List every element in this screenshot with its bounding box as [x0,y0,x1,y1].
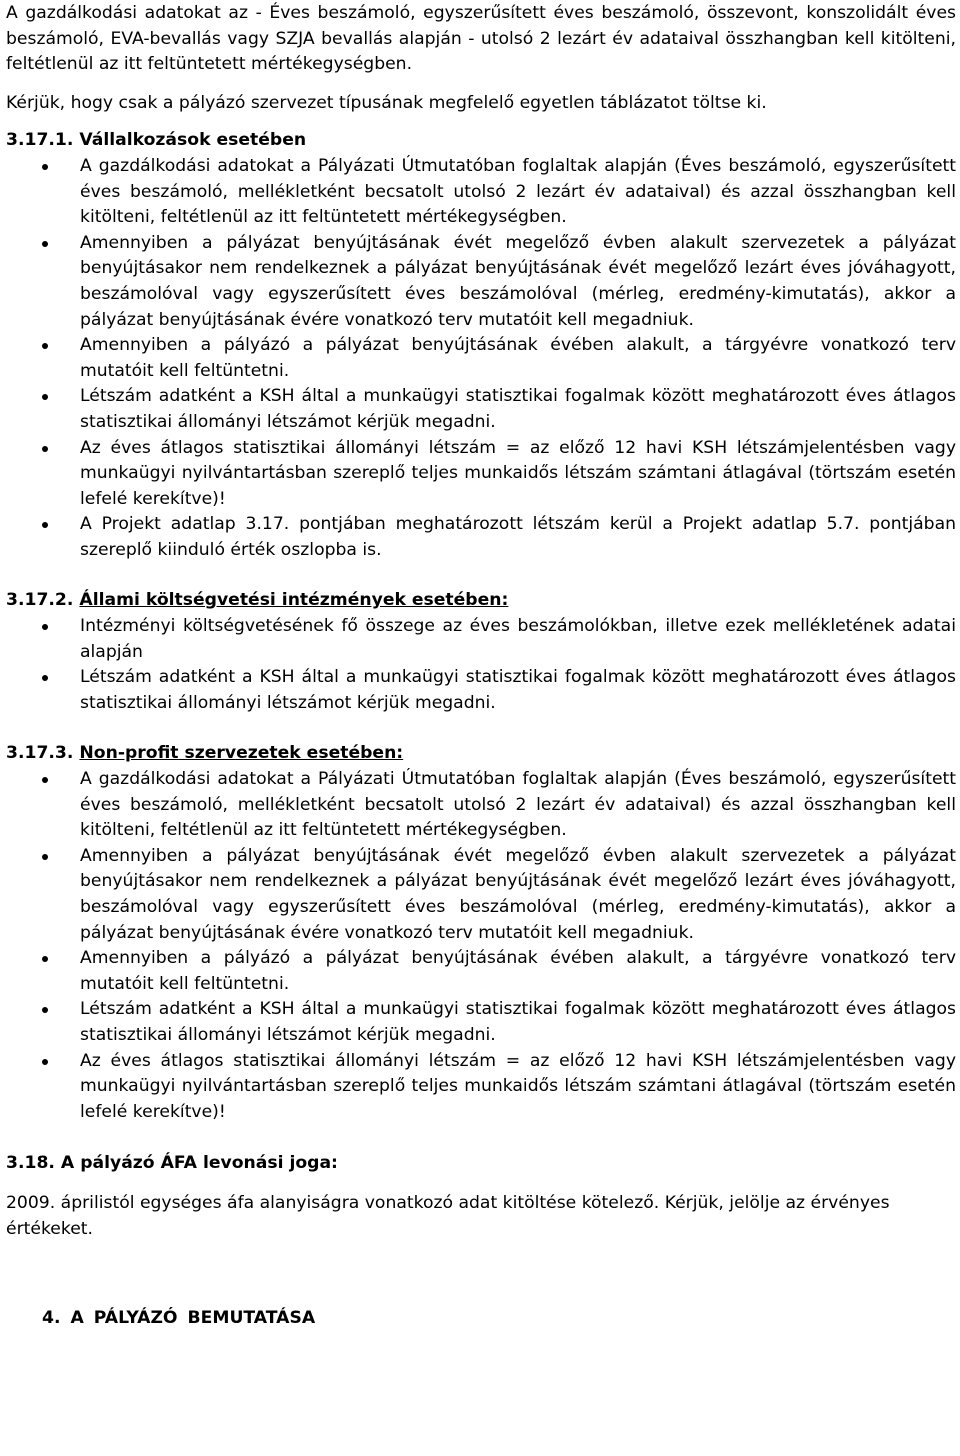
list-item: Az éves átlagos statisztikai állományi létszám = az előző 12 havi KSH létszámjelentésben vagy munkaügyi nyilvántartásban szereplő teljes munkaidős létszám számtani átlagával (törtszám esetén lefelé kerekítve)! [6,436,956,513]
bullet-list-allami [6,614,956,716]
section-heading-3-17-2 [6,588,956,614]
bullet-list-vallalkozasok [6,154,956,564]
section-title: Állami költségvetési intézmények esetében: [79,590,509,611]
list-item: Az éves átlagos statisztikai állományi létszám = az előző 12 havi KSH létszámjelentésben vagy munkaügyi nyilvántartásban szereplő teljes munkaidős létszám számtani átlagával (törtszám esetén lefelé kerekítve)! [6,1049,956,1126]
bullet-icon [42,1007,48,1013]
bullet-icon [42,854,48,860]
bullet-icon [42,624,48,630]
afa-paragraph: 2009. áprilistól egységes áfa alanyiságra vonatkozó adat kitöltése kötelező. Kérjük, jelölje az érvényes értékeket. [6,1192,890,1239]
section-heading-3-17-1 [6,128,956,154]
bullet-icon [42,1059,48,1065]
list-item: Létszám adatként a KSH által a munkaügyi statisztikai fogalmak között meghatározott éves átlagos statisztikai állományi létszámot kérjük megadni. [6,384,956,435]
intro-paragraph: A gazdálkodási adatokat az - Éves beszámoló, egyszerűsített éves beszámoló, összevont, konszolidált éves beszámoló, EVA-bevallás vagy SZJA bevallás alapján - utolsó 2 lezárt év adataival összhangban kell kitölteni, feltétlenül az itt feltüntetett mértékegységben. [6,3,956,75]
section-heading-3-17-3 [6,741,956,767]
list-item: A Projekt adatlap 3.17. pontjában meghatározott létszám kerül a Projekt adatlap 5.7. pontjában szereplő kiinduló érték oszlopba is. [6,512,956,563]
bullet-icon [42,241,48,247]
bullet-icon [42,675,48,681]
section-heading-3-18: 3.18. A pályázó ÁFA levonási joga: [6,1153,338,1174]
section-number: 3.17.2. [6,590,74,611]
section-title: Non-profit szervezetek esetében: [79,743,404,764]
intro-instruction: Kérjük, hogy csak a pályázó szervezet típusának megfelelő egyetlen táblázatot töltse ki. [6,92,767,113]
list-item: A gazdálkodási adatokat a Pályázati Útmutatóban foglaltak alapján (Éves beszámoló, egyszerűsített éves beszámoló, mellékletként becsatolt utolsó 2 lezárt év adataival) és azzal összhangban kell kitölteni, feltétlenül az itt feltüntetett mértékegységben. [6,154,956,231]
bullet-list-nonprofit [6,767,956,1125]
section-title: Vállalkozások esetében [79,130,307,151]
bullet-icon [42,394,48,400]
bullet-icon [42,446,48,452]
chapter-heading-4: 4. A PÁLYÁZÓ BEMUTATÁSA [42,1308,316,1329]
list-item: Intézményi költségvetésének fő összege az éves beszámolókban, illetve ezek mellékletének adatai alapján [6,614,956,665]
bullet-icon [42,164,48,170]
bullet-icon [42,343,48,349]
list-item: Amennyiben a pályázó a pályázat benyújtásának évében alakult, a tárgyévre vonatkozó terv mutatóit kell feltüntetni. [6,946,956,997]
section-number: 3.17.3. [6,743,74,764]
section-number: 3.17.1. [6,130,74,151]
list-item: Létszám adatként a KSH által a munkaügyi statisztikai fogalmak között meghatározott éves átlagos statisztikai állományi létszámot kérjük megadni. [6,665,956,716]
list-item: Létszám adatként a KSH által a munkaügyi statisztikai fogalmak között meghatározott éves átlagos statisztikai állományi létszámot kérjük megadni. [6,997,956,1048]
list-item: Amennyiben a pályázat benyújtásának évét megelőző évben alakult szervezetek a pályázat benyújtásakor nem rendelkeznek a pályázat benyújtásának évét megelőző lezárt éves jóváhagyott, beszámolóval vagy egyszerűsített éves beszámolóval (mérleg, eredmény-kimutatás), akkor a pályázat benyújtásának évére vonatkozó terv mutatóit kell megadniuk. [6,231,956,333]
bullet-icon [42,777,48,783]
bullet-icon [42,522,48,528]
bullet-icon [42,956,48,962]
list-item: Amennyiben a pályázat benyújtásának évét megelőző évben alakult szervezetek a pályázat benyújtásakor nem rendelkeznek a pályázat benyújtásának évét megelőző lezárt éves jóváhagyott, beszámolóval vagy egyszerűsített éves beszámolóval (mérleg, eredmény-kimutatás), akkor a pályázat benyújtásának évére vonatkozó terv mutatóit kell megadniuk. [6,844,956,946]
list-item: Amennyiben a pályázó a pályázat benyújtásának évében alakult, a tárgyévre vonatkozó terv mutatóit kell feltüntetni. [6,333,956,384]
list-item: A gazdálkodási adatokat a Pályázati Útmutatóban foglaltak alapján (Éves beszámoló, egyszerűsített éves beszámoló, mellékletként becsatolt utolsó 2 lezárt év adataival) és azzal összhangban kell kitölteni, feltétlenül az itt feltüntetett mértékegységben. [6,767,956,844]
